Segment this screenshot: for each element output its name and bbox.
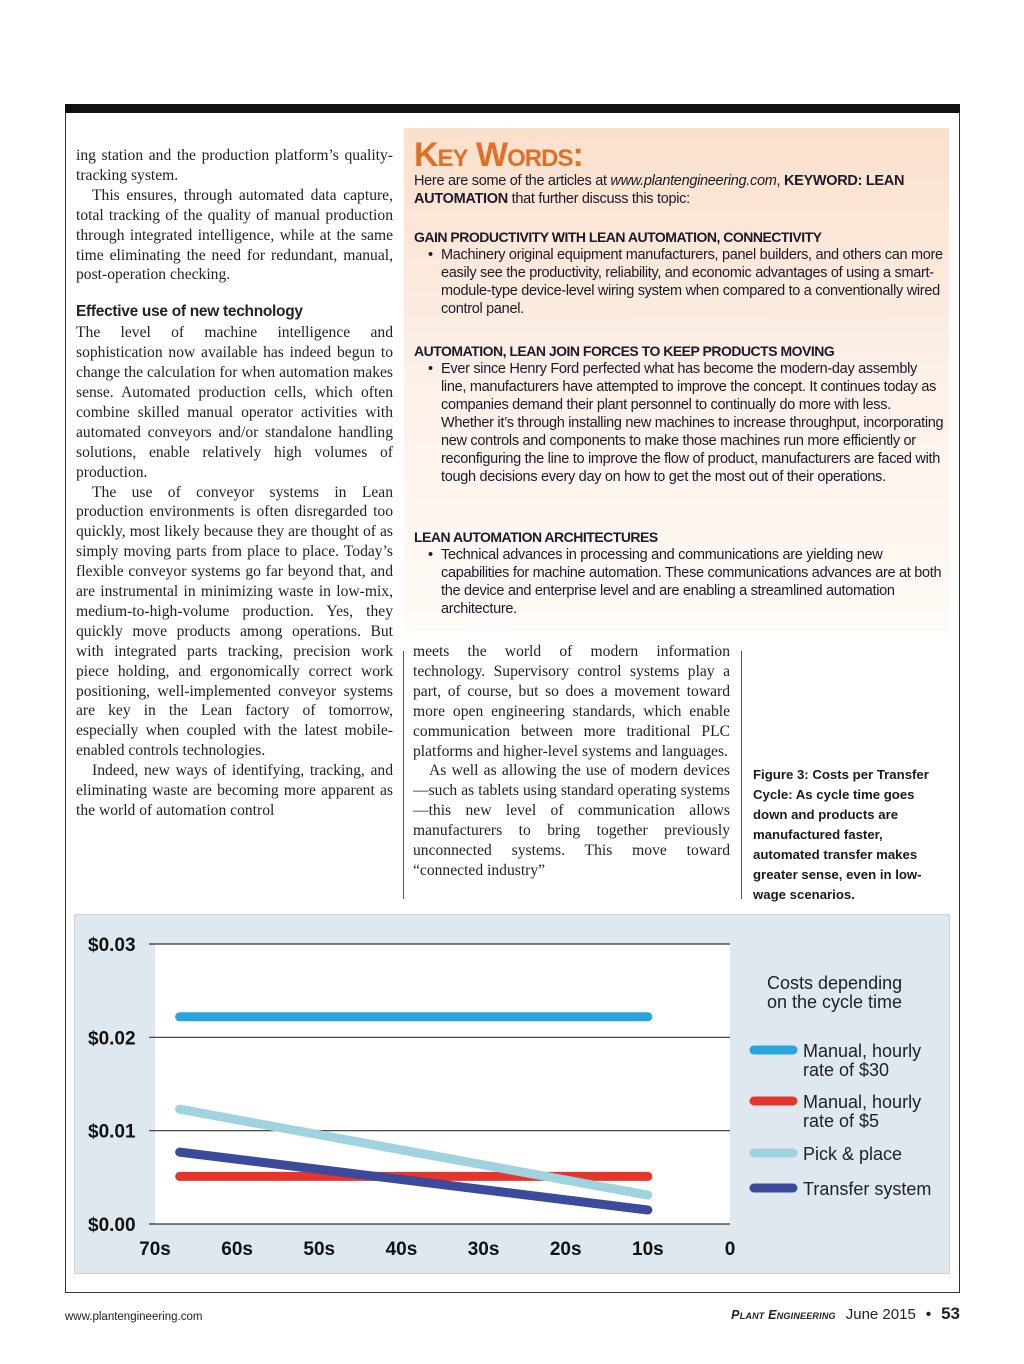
x-tick-label: 60s	[221, 1239, 253, 1260]
legend-label: Pick & place	[803, 1144, 903, 1164]
article-column-2	[413, 642, 730, 881]
frame-left	[65, 113, 66, 1293]
key-words-title: Key Words:	[414, 136, 583, 174]
x-tick-label: 70s	[139, 1239, 171, 1260]
legend-label: rate of $30	[803, 1060, 890, 1080]
bullet-icon: •	[428, 361, 433, 377]
bullet-icon: •	[428, 247, 433, 263]
top-rule	[65, 104, 960, 113]
paragraph: This ensures, through automated data capture, total tracking of the quality of manual production through integrated intelligence, while at the same time eliminating the need for redundant, manual, post-operation checking.	[76, 186, 393, 284]
legend-label: Manual, hourly	[803, 1092, 922, 1112]
y-tick-label: $0.00	[88, 1215, 136, 1236]
y-tick-label: $0.01	[88, 1121, 136, 1143]
website-link[interactable]: www.plantengineering.com	[610, 173, 777, 189]
x-tick-label: 50s	[303, 1239, 336, 1260]
x-tick-label: 30s	[467, 1239, 500, 1260]
x-tick-label: 40s	[385, 1239, 418, 1260]
figure-caption: Figure 3: Costs per Transfer Cycle: As cycle time goes down and products are manufactured faster, automated transfer makes greater sense, even in low-wage scenarios.	[753, 767, 929, 902]
article-column-1	[76, 146, 393, 821]
key-words-section	[414, 342, 944, 486]
section-text: Technical advances in processing and communications are yielding new capabilities for machine automation. These communications advances are at both the device and enterprise level and are enabling a streamlined automation architecture.	[441, 547, 942, 617]
footer-publication-info	[731, 1304, 960, 1324]
paragraph: The use of conveyor systems in Lean production environments is often disregarded too quickly, most likely because they are thought of as simply moving parts from place to place. Today’s flexible conveyor systems go far beyond that, and are instrumental in minimizing waste in low-mix, medium-to-high-volume production. Yes, they quickly move products among operations. But with integrated parts tracking, precision work piece holding, and ergonomically correct work positioning, well-implemented conveyor systems are key in the Lean factory of tomorrow, especially when coupled with the latest mobile-enabled controls technologies.	[76, 483, 393, 760]
cost-chart-svg	[75, 915, 949, 1273]
section-heading: Effective use of new technology	[76, 303, 303, 321]
legend-label: Manual, hourly	[803, 1041, 922, 1061]
frame-right	[959, 113, 960, 1293]
key-words-box	[404, 128, 949, 631]
x-tick-label: 0	[724, 1239, 736, 1260]
paragraph: Indeed, new ways of identifying, tracking, and eliminating waste are becoming more apparent as the world of automation control	[76, 762, 393, 819]
column-divider	[741, 651, 742, 899]
column-divider	[403, 651, 404, 899]
paragraph: As well as allowing the use of modern devices—such as tablets using standard operating systems —this new level of communication allows manufacturers to bring together previously unconnected systems. This move toward “connected industry”	[413, 762, 730, 879]
legend-label: rate of $5	[803, 1111, 880, 1131]
chart-title: Costs depending	[767, 973, 903, 993]
section-heading[interactable]: LEAN AUTOMATION ARCHITECTURES	[414, 529, 658, 545]
section-text: Ever since Henry Ford perfected what has become the modern-day assembly line, manufacturers have attempted to improve the concept. It continues today as companies demand their plant personnel to continually do more with less. Whether it’s through installing new machines to increase throughput, incorporating new controls and components to make those machines run more efficiently or reconfiguring the line to improve the flow of product, manufacturers are faced with tough decisions every day on how to get the most out of their operations.	[441, 361, 944, 485]
paragraph: The level of machine intelligence and sophistication now available has indeed begun to change the calculation for when automation makes sense. Automated production cells, which often combine skilled manual operator activities with automated conveyors and/or standalone handling solutions, enable relatively high volumes of production.	[76, 324, 393, 481]
cost-chart	[74, 914, 950, 1274]
bullet-icon: •	[428, 547, 433, 563]
frame-bottom	[65, 1292, 960, 1293]
y-tick-label: $0.03	[88, 935, 136, 956]
chart-title: on the cycle time	[767, 992, 903, 1012]
separator: •	[925, 1306, 932, 1323]
issue-date: June 2015	[845, 1306, 916, 1323]
paragraph: ing station and the production platform’s quality-tracking system.	[76, 147, 393, 184]
key-words-section	[414, 228, 944, 318]
x-tick-label: 20s	[549, 1239, 582, 1260]
y-tick-label: $0.02	[88, 1028, 136, 1050]
section-text: Machinery original equipment manufacturers, panel builders, and others can more easily see the productivity, reliability, and economic advantages of using a smart-module-type device-level wiring system when compared to a conventionally wired control panel.	[441, 247, 943, 317]
key-words-intro: Here are some of the articles at www.plantengineering.com, KEYWORD: LEAN AUTOMATION that further discuss this topic:	[414, 173, 905, 207]
paragraph: meets the world of modern information technology. Supervisory control systems play a part, of course, but so does a movement toward more open engineering standards, which enable communication between more traditional PLC platforms and higher-level systems and languages.	[413, 643, 730, 760]
publication-name: Plant Engineering	[731, 1308, 836, 1322]
legend-label: Transfer system	[803, 1179, 932, 1199]
footer-url[interactable]: www.plantengineering.com	[65, 1311, 203, 1323]
x-tick-label: 10s	[632, 1239, 664, 1260]
section-heading[interactable]: GAIN PRODUCTIVITY WITH LEAN AUTOMATION, CONNECTIVITY	[414, 229, 822, 245]
section-heading[interactable]: AUTOMATION, LEAN JOIN FORCES TO KEEP PRODUCTS MOVING	[414, 343, 835, 359]
page-number: 53	[941, 1304, 960, 1323]
key-words-section	[414, 528, 944, 618]
